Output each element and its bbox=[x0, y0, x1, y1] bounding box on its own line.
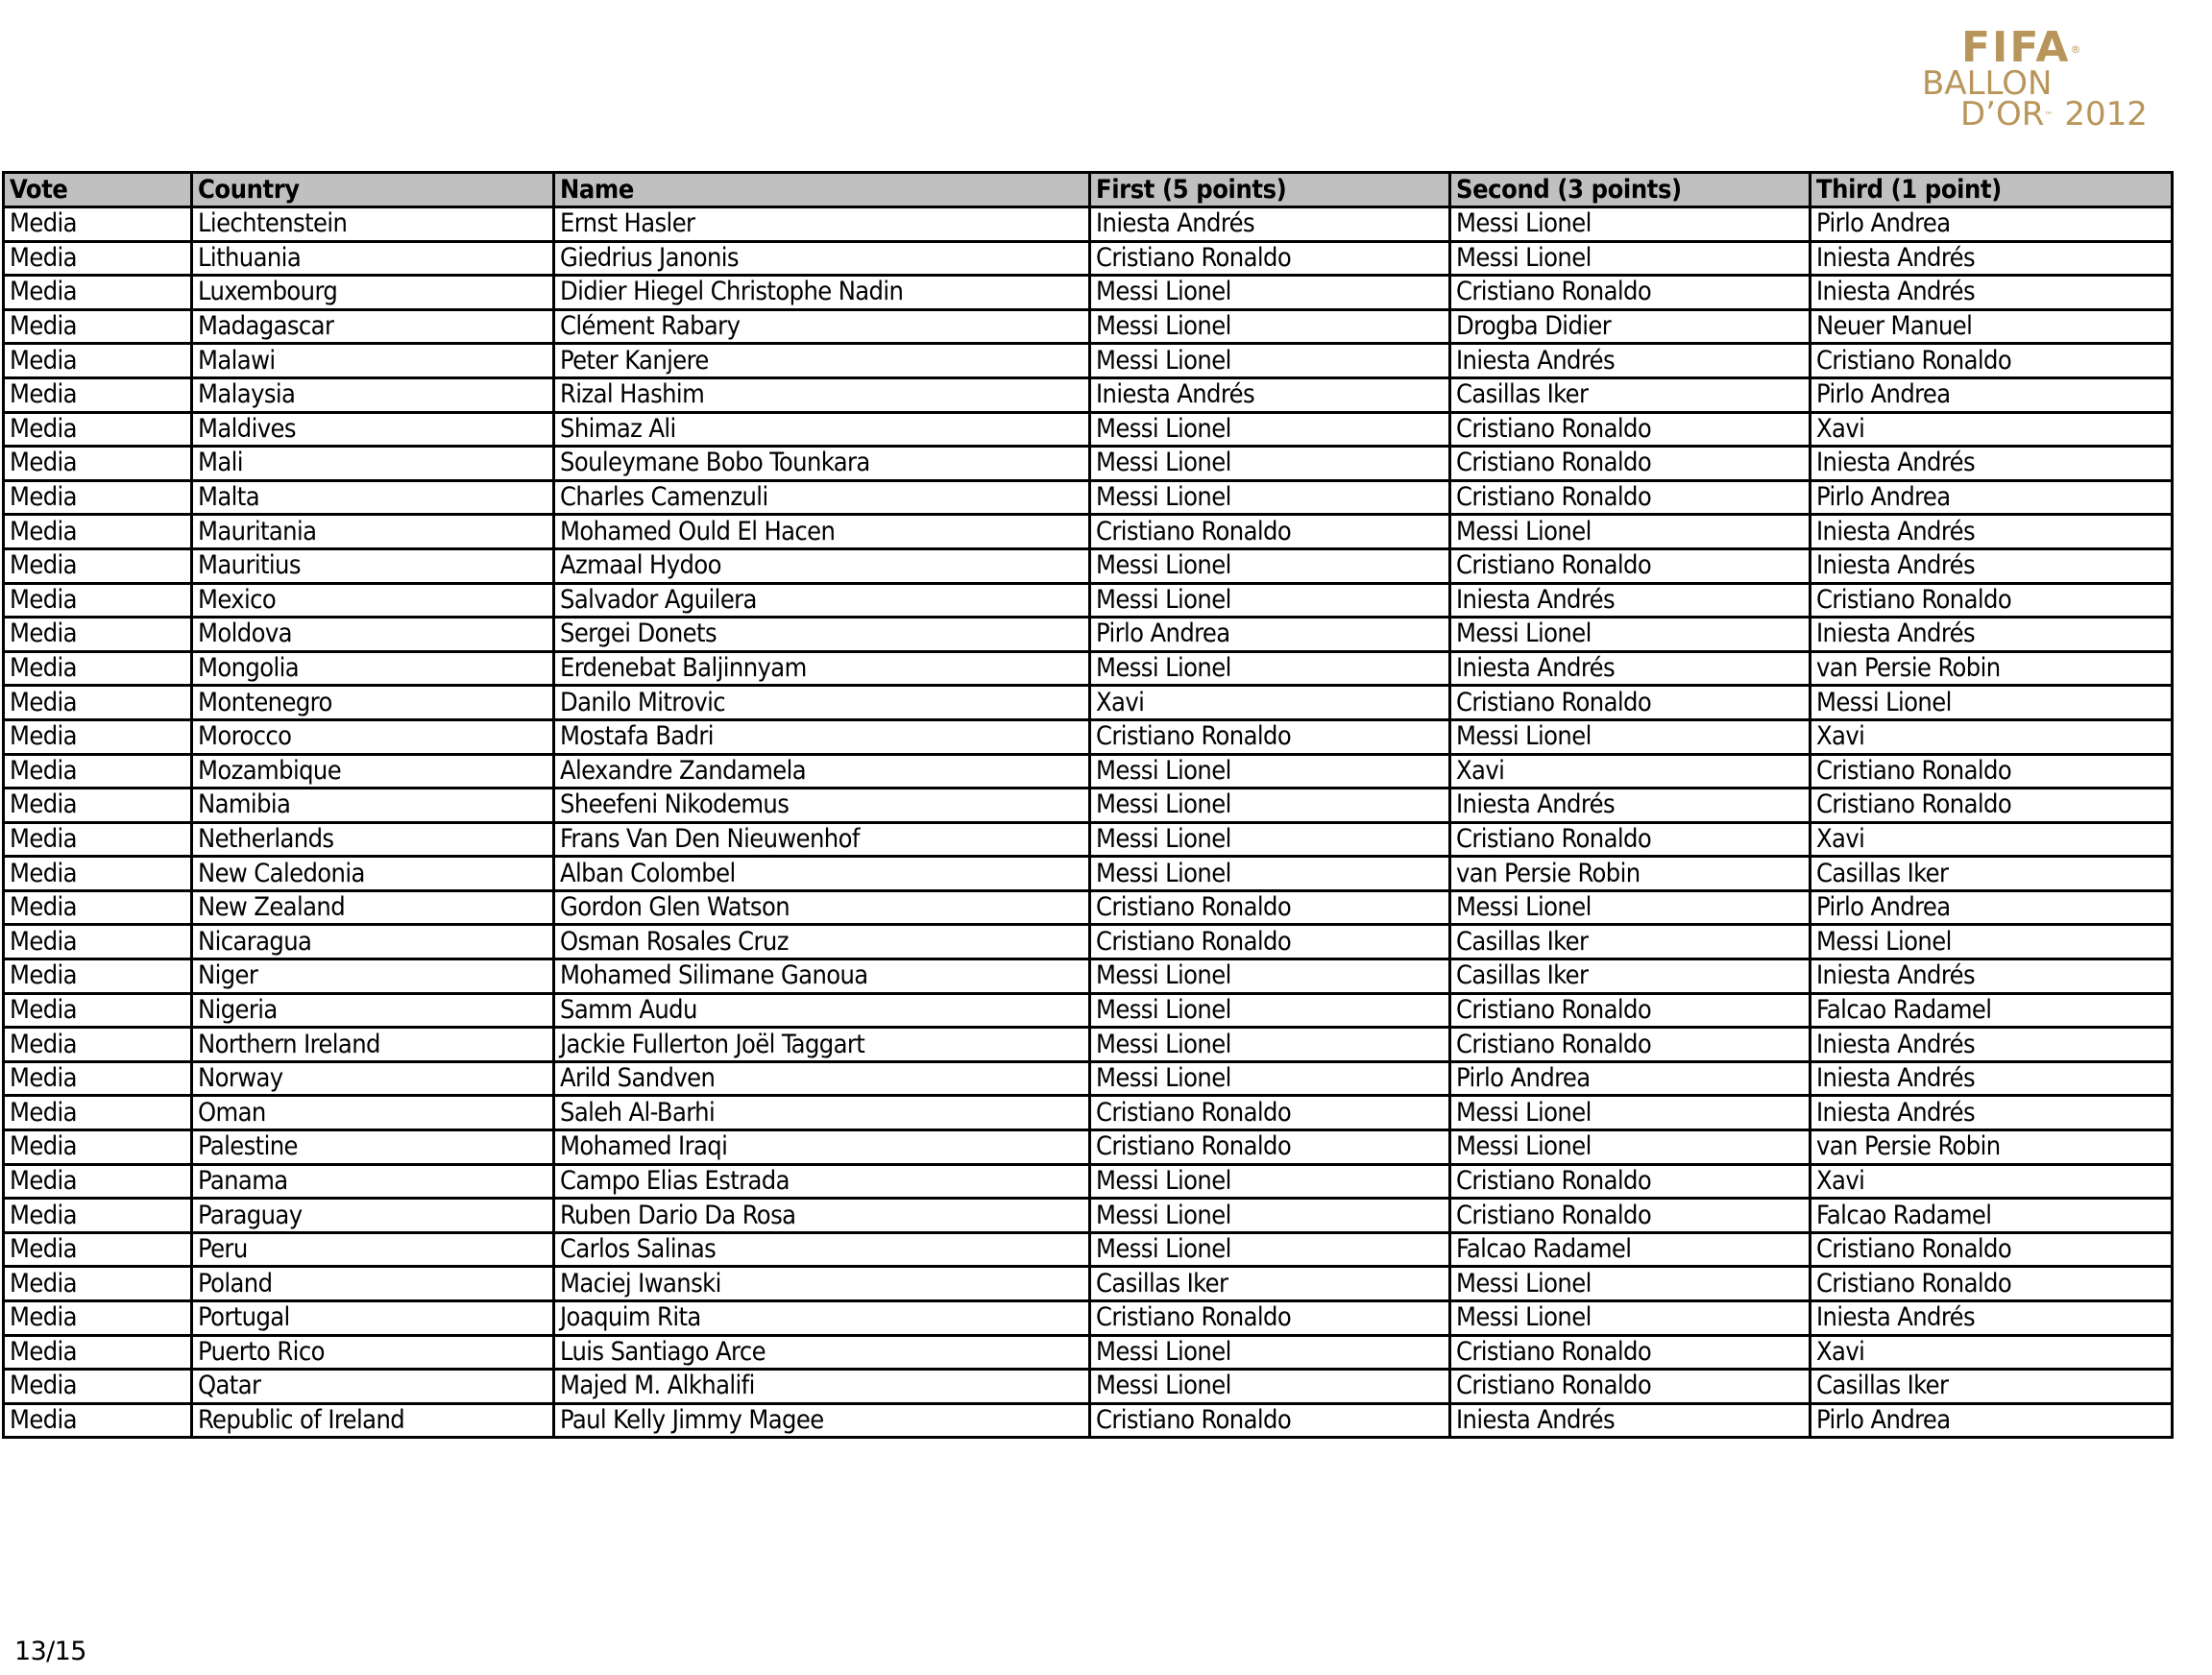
cell-first: Messi Lionel bbox=[1090, 754, 1450, 789]
cell-second: Drogba Didier bbox=[1450, 309, 1811, 344]
cell-country: Nigeria bbox=[192, 993, 554, 1028]
cell-country: Northern Ireland bbox=[192, 1028, 554, 1062]
cell-first: Iniesta Andrés bbox=[1090, 377, 1450, 412]
cell-third: Pirlo Andrea bbox=[1811, 1403, 2173, 1438]
table-row bbox=[4, 754, 2173, 789]
cell-second: Xavi bbox=[1450, 754, 1811, 789]
cell-first: Casillas Iker bbox=[1090, 1267, 1450, 1301]
cell-second: Cristiano Ronaldo bbox=[1450, 1164, 1811, 1199]
cell-second: Cristiano Ronaldo bbox=[1450, 1199, 1811, 1233]
logo-line3: D’OR bbox=[1960, 95, 2045, 134]
table-row bbox=[4, 548, 2173, 583]
cell-name: Charles Camenzuli bbox=[554, 480, 1090, 515]
cell-second: Iniesta Andrés bbox=[1450, 344, 1811, 378]
cell-vote: Media bbox=[4, 1199, 192, 1233]
cell-second: Cristiano Ronaldo bbox=[1450, 276, 1811, 310]
cell-vote: Media bbox=[4, 1096, 192, 1130]
cell-vote: Media bbox=[4, 959, 192, 994]
cell-third: Neuer Manuel bbox=[1811, 309, 2173, 344]
cell-third: Iniesta Andrés bbox=[1811, 515, 2173, 549]
cell-vote: Media bbox=[4, 1028, 192, 1062]
cell-first: Messi Lionel bbox=[1090, 993, 1450, 1028]
table-row bbox=[4, 1370, 2173, 1404]
cell-vote: Media bbox=[4, 1370, 192, 1404]
cell-vote: Media bbox=[4, 276, 192, 310]
cell-first: Iniesta Andrés bbox=[1090, 207, 1450, 242]
cell-vote: Media bbox=[4, 548, 192, 583]
header-third: Third (1 point) bbox=[1811, 173, 2173, 207]
cell-country: Malawi bbox=[192, 344, 554, 378]
cell-vote: Media bbox=[4, 1403, 192, 1438]
cell-vote: Media bbox=[4, 719, 192, 754]
table-row bbox=[4, 651, 2173, 686]
cell-vote: Media bbox=[4, 686, 192, 720]
logo-registered-mark: ® bbox=[2070, 43, 2083, 56]
cell-first: Cristiano Ronaldo bbox=[1090, 241, 1450, 276]
cell-first: Messi Lionel bbox=[1090, 959, 1450, 994]
cell-name: Mohamed Iraqi bbox=[554, 1130, 1090, 1165]
cell-second: Cristiano Ronaldo bbox=[1450, 1335, 1811, 1370]
cell-second: Casillas Iker bbox=[1450, 377, 1811, 412]
cell-name: Ernst Hasler bbox=[554, 207, 1090, 242]
cell-vote: Media bbox=[4, 241, 192, 276]
cell-vote: Media bbox=[4, 207, 192, 242]
cell-third: Pirlo Andrea bbox=[1811, 207, 2173, 242]
cell-first: Cristiano Ronaldo bbox=[1090, 1403, 1450, 1438]
table-row bbox=[4, 309, 2173, 344]
cell-first: Messi Lionel bbox=[1090, 1061, 1450, 1096]
cell-second: Cristiano Ronaldo bbox=[1450, 447, 1811, 481]
cell-second: Messi Lionel bbox=[1450, 1301, 1811, 1336]
cell-first: Messi Lionel bbox=[1090, 1232, 1450, 1267]
cell-name: Osman Rosales Cruz bbox=[554, 925, 1090, 959]
cell-second: Messi Lionel bbox=[1450, 515, 1811, 549]
cell-first: Cristiano Ronaldo bbox=[1090, 890, 1450, 925]
cell-third: Falcao Radamel bbox=[1811, 1199, 2173, 1233]
cell-vote: Media bbox=[4, 377, 192, 412]
table-row bbox=[4, 686, 2173, 720]
table-row bbox=[4, 959, 2173, 994]
cell-third: Iniesta Andrés bbox=[1811, 618, 2173, 652]
cell-country: Portugal bbox=[192, 1301, 554, 1336]
table-row bbox=[4, 890, 2173, 925]
cell-vote: Media bbox=[4, 447, 192, 481]
cell-vote: Media bbox=[4, 754, 192, 789]
cell-name: Sheefeni Nikodemus bbox=[554, 789, 1090, 823]
cell-second: Messi Lionel bbox=[1450, 1130, 1811, 1165]
cell-name: Clément Rabary bbox=[554, 309, 1090, 344]
cell-country: Malaysia bbox=[192, 377, 554, 412]
cell-first: Messi Lionel bbox=[1090, 344, 1450, 378]
cell-second: Casillas Iker bbox=[1450, 959, 1811, 994]
cell-third: van Persie Robin bbox=[1811, 651, 2173, 686]
cell-third: Messi Lionel bbox=[1811, 925, 2173, 959]
cell-name: Joaquim Rita bbox=[554, 1301, 1090, 1336]
cell-first: Messi Lionel bbox=[1090, 583, 1450, 618]
cell-second: Cristiano Ronaldo bbox=[1450, 412, 1811, 447]
cell-country: Morocco bbox=[192, 719, 554, 754]
logo-line1: FIFA bbox=[1961, 23, 2071, 72]
cell-third: Pirlo Andrea bbox=[1811, 480, 2173, 515]
cell-country: Mozambique bbox=[192, 754, 554, 789]
cell-first: Cristiano Ronaldo bbox=[1090, 515, 1450, 549]
cell-first: Messi Lionel bbox=[1090, 789, 1450, 823]
table-row bbox=[4, 515, 2173, 549]
table-row bbox=[4, 377, 2173, 412]
cell-name: Carlos Salinas bbox=[554, 1232, 1090, 1267]
cell-name: Maciej Iwanski bbox=[554, 1267, 1090, 1301]
cell-third: van Persie Robin bbox=[1811, 1130, 2173, 1165]
cell-country: Mauritius bbox=[192, 548, 554, 583]
cell-vote: Media bbox=[4, 789, 192, 823]
cell-country: Niger bbox=[192, 959, 554, 994]
cell-name: Mostafa Badri bbox=[554, 719, 1090, 754]
cell-vote: Media bbox=[4, 1232, 192, 1267]
table-row bbox=[4, 480, 2173, 515]
cell-name: Danilo Mitrovic bbox=[554, 686, 1090, 720]
cell-second: Cristiano Ronaldo bbox=[1450, 1370, 1811, 1404]
cell-vote: Media bbox=[4, 583, 192, 618]
page-number: 13/15 bbox=[14, 1637, 86, 1666]
cell-country: Liechtenstein bbox=[192, 207, 554, 242]
cell-country: Oman bbox=[192, 1096, 554, 1130]
cell-name: Peter Kanjere bbox=[554, 344, 1090, 378]
cell-third: Iniesta Andrés bbox=[1811, 1028, 2173, 1062]
cell-second: Iniesta Andrés bbox=[1450, 789, 1811, 823]
cell-second: van Persie Robin bbox=[1450, 857, 1811, 891]
cell-name: Luis Santiago Arce bbox=[554, 1335, 1090, 1370]
table-row bbox=[4, 1267, 2173, 1301]
cell-third: Cristiano Ronaldo bbox=[1811, 1232, 2173, 1267]
cell-second: Iniesta Andrés bbox=[1450, 583, 1811, 618]
cell-vote: Media bbox=[4, 1164, 192, 1199]
cell-country: Norway bbox=[192, 1061, 554, 1096]
cell-first: Messi Lionel bbox=[1090, 412, 1450, 447]
table-header-row bbox=[4, 173, 2173, 207]
cell-second: Messi Lionel bbox=[1450, 618, 1811, 652]
cell-country: New Caledonia bbox=[192, 857, 554, 891]
cell-second: Messi Lionel bbox=[1450, 207, 1811, 242]
cell-name: Ruben Dario Da Rosa bbox=[554, 1199, 1090, 1233]
cell-country: Namibia bbox=[192, 789, 554, 823]
table-row bbox=[4, 1199, 2173, 1233]
table-row bbox=[4, 1232, 2173, 1267]
cell-vote: Media bbox=[4, 1267, 192, 1301]
cell-vote: Media bbox=[4, 1335, 192, 1370]
table-row bbox=[4, 822, 2173, 857]
cell-name: Samm Audu bbox=[554, 993, 1090, 1028]
header-vote: Vote bbox=[4, 173, 192, 207]
cell-first: Messi Lionel bbox=[1090, 1370, 1450, 1404]
cell-first: Pirlo Andrea bbox=[1090, 618, 1450, 652]
cell-second: Messi Lionel bbox=[1450, 1267, 1811, 1301]
table-row bbox=[4, 925, 2173, 959]
cell-vote: Media bbox=[4, 1301, 192, 1336]
cell-first: Messi Lionel bbox=[1090, 1199, 1450, 1233]
cell-vote: Media bbox=[4, 925, 192, 959]
cell-vote: Media bbox=[4, 1061, 192, 1096]
cell-third: Cristiano Ronaldo bbox=[1811, 1267, 2173, 1301]
cell-third: Iniesta Andrés bbox=[1811, 447, 2173, 481]
cell-first: Cristiano Ronaldo bbox=[1090, 1130, 1450, 1165]
cell-vote: Media bbox=[4, 618, 192, 652]
cell-country: Lithuania bbox=[192, 241, 554, 276]
cell-country: Mexico bbox=[192, 583, 554, 618]
cell-country: Mali bbox=[192, 447, 554, 481]
table-row bbox=[4, 1403, 2173, 1438]
cell-first: Messi Lionel bbox=[1090, 548, 1450, 583]
fifa-ballon-dor-logo bbox=[1916, 23, 2190, 134]
cell-first: Messi Lionel bbox=[1090, 1164, 1450, 1199]
cell-vote: Media bbox=[4, 309, 192, 344]
cell-second: Casillas Iker bbox=[1450, 925, 1811, 959]
table-row bbox=[4, 1130, 2173, 1165]
cell-vote: Media bbox=[4, 857, 192, 891]
table-row bbox=[4, 789, 2173, 823]
cell-name: Salvador Aguilera bbox=[554, 583, 1090, 618]
cell-first: Messi Lionel bbox=[1090, 276, 1450, 310]
cell-third: Casillas Iker bbox=[1811, 857, 2173, 891]
table-row bbox=[4, 618, 2173, 652]
cell-name: Frans Van Den Nieuwenhof bbox=[554, 822, 1090, 857]
cell-first: Messi Lionel bbox=[1090, 1335, 1450, 1370]
cell-name: Didier Hiegel Christophe Nadin bbox=[554, 276, 1090, 310]
cell-second: Cristiano Ronaldo bbox=[1450, 822, 1811, 857]
cell-vote: Media bbox=[4, 344, 192, 378]
cell-second: Iniesta Andrés bbox=[1450, 1403, 1811, 1438]
table-row bbox=[4, 1335, 2173, 1370]
cell-vote: Media bbox=[4, 822, 192, 857]
table-row bbox=[4, 241, 2173, 276]
cell-country: Moldova bbox=[192, 618, 554, 652]
cell-country: Qatar bbox=[192, 1370, 554, 1404]
cell-name: Azmaal Hydoo bbox=[554, 548, 1090, 583]
cell-first: Cristiano Ronaldo bbox=[1090, 719, 1450, 754]
cell-first: Messi Lionel bbox=[1090, 651, 1450, 686]
logo-fifa-text bbox=[1961, 23, 2083, 72]
table-row bbox=[4, 1096, 2173, 1130]
cell-vote: Media bbox=[4, 515, 192, 549]
cell-third: Iniesta Andrés bbox=[1811, 1061, 2173, 1096]
cell-name: Campo Elias Estrada bbox=[554, 1164, 1090, 1199]
cell-third: Pirlo Andrea bbox=[1811, 377, 2173, 412]
cell-third: Pirlo Andrea bbox=[1811, 890, 2173, 925]
cell-third: Falcao Radamel bbox=[1811, 993, 2173, 1028]
cell-name: Erdenebat Baljinnyam bbox=[554, 651, 1090, 686]
header-first: First (5 points) bbox=[1090, 173, 1450, 207]
header-name: Name bbox=[554, 173, 1090, 207]
cell-third: Xavi bbox=[1811, 412, 2173, 447]
cell-name: Majed M. Alkhalifi bbox=[554, 1370, 1090, 1404]
logo-ballon-text: BALLON bbox=[1922, 64, 2053, 103]
cell-third: Iniesta Andrés bbox=[1811, 1096, 2173, 1130]
cell-vote: Media bbox=[4, 1130, 192, 1165]
cell-second: Cristiano Ronaldo bbox=[1450, 686, 1811, 720]
cell-third: Cristiano Ronaldo bbox=[1811, 344, 2173, 378]
cell-name: Saleh Al-Barhi bbox=[554, 1096, 1090, 1130]
cell-name: Mohamed Silimane Ganoua bbox=[554, 959, 1090, 994]
cell-second: Cristiano Ronaldo bbox=[1450, 548, 1811, 583]
cell-country: Luxembourg bbox=[192, 276, 554, 310]
cell-country: Republic of Ireland bbox=[192, 1403, 554, 1438]
logo-year: 2012 bbox=[2064, 95, 2148, 134]
cell-country: Madagascar bbox=[192, 309, 554, 344]
cell-first: Cristiano Ronaldo bbox=[1090, 925, 1450, 959]
table-row bbox=[4, 1301, 2173, 1336]
cell-third: Xavi bbox=[1811, 719, 2173, 754]
cell-second: Messi Lionel bbox=[1450, 1096, 1811, 1130]
votes-table bbox=[2, 171, 2174, 1439]
cell-vote: Media bbox=[4, 890, 192, 925]
logo-trademark: ™ bbox=[2044, 111, 2054, 121]
cell-third: Iniesta Andrés bbox=[1811, 959, 2173, 994]
header-second: Second (3 points) bbox=[1450, 173, 1811, 207]
cell-country: New Zealand bbox=[192, 890, 554, 925]
cell-name: Alexandre Zandamela bbox=[554, 754, 1090, 789]
header-country: Country bbox=[192, 173, 554, 207]
cell-country: Panama bbox=[192, 1164, 554, 1199]
cell-second: Messi Lionel bbox=[1450, 890, 1811, 925]
cell-vote: Media bbox=[4, 993, 192, 1028]
table-row bbox=[4, 1061, 2173, 1096]
cell-vote: Media bbox=[4, 480, 192, 515]
cell-name: Sergei Donets bbox=[554, 618, 1090, 652]
table-row bbox=[4, 719, 2173, 754]
cell-first: Messi Lionel bbox=[1090, 857, 1450, 891]
cell-country: Nicaragua bbox=[192, 925, 554, 959]
cell-first: Messi Lionel bbox=[1090, 822, 1450, 857]
cell-name: Jackie Fullerton Joël Taggart bbox=[554, 1028, 1090, 1062]
cell-second: Falcao Radamel bbox=[1450, 1232, 1811, 1267]
table-row bbox=[4, 344, 2173, 378]
cell-second: Cristiano Ronaldo bbox=[1450, 1028, 1811, 1062]
cell-first: Messi Lionel bbox=[1090, 480, 1450, 515]
cell-first: Messi Lionel bbox=[1090, 309, 1450, 344]
cell-country: Montenegro bbox=[192, 686, 554, 720]
cell-vote: Media bbox=[4, 412, 192, 447]
cell-second: Pirlo Andrea bbox=[1450, 1061, 1811, 1096]
cell-name: Paul Kelly Jimmy Magee bbox=[554, 1403, 1090, 1438]
cell-country: Mauritania bbox=[192, 515, 554, 549]
cell-first: Messi Lionel bbox=[1090, 1028, 1450, 1062]
cell-country: Mongolia bbox=[192, 651, 554, 686]
cell-first: Xavi bbox=[1090, 686, 1450, 720]
cell-country: Peru bbox=[192, 1232, 554, 1267]
cell-third: Cristiano Ronaldo bbox=[1811, 789, 2173, 823]
table-body bbox=[4, 207, 2173, 1438]
cell-third: Cristiano Ronaldo bbox=[1811, 754, 2173, 789]
cell-country: Malta bbox=[192, 480, 554, 515]
cell-first: Cristiano Ronaldo bbox=[1090, 1301, 1450, 1336]
cell-third: Iniesta Andrés bbox=[1811, 1301, 2173, 1336]
logo-dor-text bbox=[1960, 95, 2148, 134]
table-row bbox=[4, 1028, 2173, 1062]
table-row bbox=[4, 993, 2173, 1028]
cell-country: Paraguay bbox=[192, 1199, 554, 1233]
cell-vote: Media bbox=[4, 651, 192, 686]
table-row bbox=[4, 276, 2173, 310]
cell-name: Mohamed Ould El Hacen bbox=[554, 515, 1090, 549]
cell-second: Cristiano Ronaldo bbox=[1450, 480, 1811, 515]
cell-second: Messi Lionel bbox=[1450, 719, 1811, 754]
cell-first: Cristiano Ronaldo bbox=[1090, 1096, 1450, 1130]
table-row bbox=[4, 207, 2173, 242]
table-row bbox=[4, 583, 2173, 618]
cell-second: Iniesta Andrés bbox=[1450, 651, 1811, 686]
cell-third: Iniesta Andrés bbox=[1811, 548, 2173, 583]
cell-name: Shimaz Ali bbox=[554, 412, 1090, 447]
cell-third: Cristiano Ronaldo bbox=[1811, 583, 2173, 618]
table-row bbox=[4, 1164, 2173, 1199]
cell-third: Iniesta Andrés bbox=[1811, 241, 2173, 276]
cell-name: Souleymane Bobo Tounkara bbox=[554, 447, 1090, 481]
cell-country: Maldives bbox=[192, 412, 554, 447]
cell-country: Puerto Rico bbox=[192, 1335, 554, 1370]
cell-second: Cristiano Ronaldo bbox=[1450, 993, 1811, 1028]
table-row bbox=[4, 447, 2173, 481]
cell-third: Xavi bbox=[1811, 1335, 2173, 1370]
cell-name: Arild Sandven bbox=[554, 1061, 1090, 1096]
cell-name: Rizal Hashim bbox=[554, 377, 1090, 412]
cell-first: Messi Lionel bbox=[1090, 447, 1450, 481]
cell-third: Xavi bbox=[1811, 1164, 2173, 1199]
cell-country: Netherlands bbox=[192, 822, 554, 857]
cell-second: Messi Lionel bbox=[1450, 241, 1811, 276]
cell-name: Gordon Glen Watson bbox=[554, 890, 1090, 925]
table-row bbox=[4, 412, 2173, 447]
cell-third: Casillas Iker bbox=[1811, 1370, 2173, 1404]
cell-country: Palestine bbox=[192, 1130, 554, 1165]
cell-third: Messi Lionel bbox=[1811, 686, 2173, 720]
cell-third: Xavi bbox=[1811, 822, 2173, 857]
cell-third: Iniesta Andrés bbox=[1811, 276, 2173, 310]
cell-country: Poland bbox=[192, 1267, 554, 1301]
table-row bbox=[4, 857, 2173, 891]
cell-name: Giedrius Janonis bbox=[554, 241, 1090, 276]
cell-name: Alban Colombel bbox=[554, 857, 1090, 891]
